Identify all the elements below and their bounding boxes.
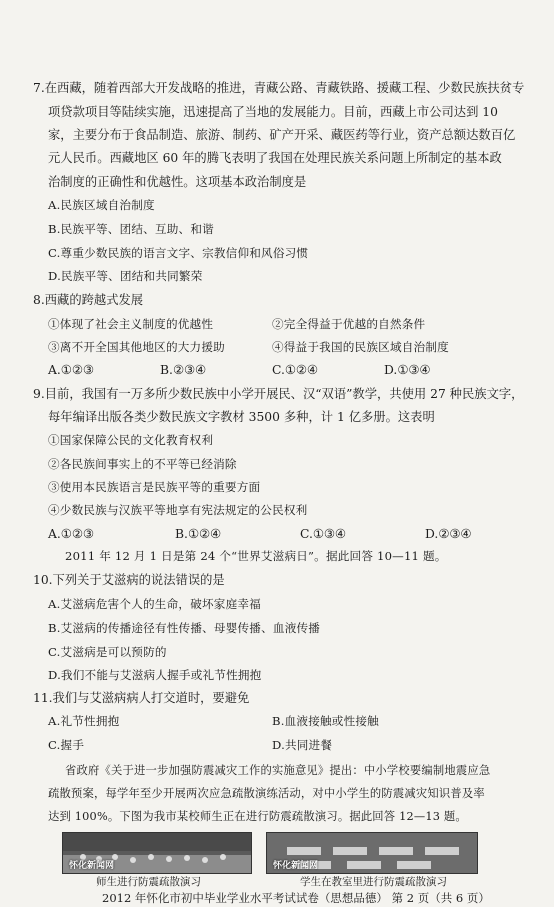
q11-option-a: A.礼节性拥抱 bbox=[48, 714, 120, 728]
q7-option-d: D.民族平等、团结和共同繁荣 bbox=[48, 269, 203, 283]
q11-option-c: C.握手 bbox=[48, 738, 85, 752]
q8-choice-b: B.②③④ bbox=[160, 363, 207, 377]
q10-option-c: C.艾滋病是可以预防的 bbox=[48, 645, 167, 659]
photo-left-caption: 师生进行防震疏散演习 bbox=[96, 876, 201, 888]
q9-choice-d: D.②③④ bbox=[425, 527, 472, 541]
q8-stem: 8.西藏的跨越式发展 bbox=[33, 293, 144, 307]
q8-choice-d: D.①③④ bbox=[384, 363, 431, 377]
q10-option-a: A.艾滋病危害个人的生命，破坏家庭幸福 bbox=[48, 597, 261, 611]
q9-choice-a: A.①②③ bbox=[48, 527, 94, 541]
q8-item-4: ④得益于我国的民族区域自治制度 bbox=[272, 340, 449, 354]
q9-stem-line-2: 每年编译出版各类少数民族文字教材 3500 多种，计 1 亿多册。这表明 bbox=[48, 410, 435, 424]
q8-item-3: ③离不开全国其他地区的大力援助 bbox=[48, 340, 225, 354]
q8-choice-c: C.①②④ bbox=[272, 363, 318, 377]
q11-stem: 11.我们与艾滋病病人打交道时，要避免 bbox=[33, 691, 250, 705]
page-footer: 2012 年怀化市初中毕业学业水平考试试卷（思想品德） 第 2 页（共 6 页） bbox=[102, 891, 490, 905]
q10-option-d: D.我们不能与艾滋病人握手或礼节性拥抱 bbox=[48, 668, 262, 682]
q7-option-b: B.民族平等、团结、互助、和谐 bbox=[48, 222, 214, 236]
photo-right-caption: 学生在教室里进行防震疏散演习 bbox=[300, 876, 447, 888]
q11-option-b: B.血液接触或性接触 bbox=[272, 714, 379, 728]
q9-choice-c: C.①③④ bbox=[300, 527, 346, 541]
intro-q12-13-line-3: 达到 100%。下图为我市某校师生正在进行防震疏散演习。据此回答 12—13 题。 bbox=[48, 810, 467, 823]
q9-item-1: ①国家保障公民的文化教育权利 bbox=[48, 433, 214, 447]
intro-q12-13-line-1: 省政府《关于进一步加强防震减灾工作的实施意见》提出：中小学校要编制地震应急 bbox=[65, 764, 491, 777]
q8-item-2: ②完全得益于优越的自然条件 bbox=[272, 317, 426, 331]
q9-item-4: ④少数民族与汉族平等地享有宪法规定的公民权利 bbox=[48, 503, 308, 517]
q10-option-b: B.艾滋病的传播途径有性传播、母婴传播、血液传播 bbox=[48, 621, 321, 635]
photo-outdoor-drill bbox=[62, 832, 252, 874]
q9-choice-b: B.①②④ bbox=[175, 527, 222, 541]
q9-item-3: ③使用本民族语言是民族平等的重要方面 bbox=[48, 480, 261, 494]
q7-stem-line-2: 项贷款项目等陆续实施，迅速提高了当地的发展能力。目前，西藏上市公司达到 10 bbox=[48, 105, 498, 119]
q10-stem: 10.下列关于艾滋病的说法错误的是 bbox=[33, 573, 225, 587]
q9-stem-line-1: 9.目前，我国有一万多所少数民族中小学开展民、汉“双语”教学，共使用 27 种民族文字， bbox=[33, 387, 524, 401]
q8-item-1: ①体现了社会主义制度的优越性 bbox=[48, 317, 214, 331]
q9-item-2: ②各民族间事实上的不平等已经消除 bbox=[48, 457, 237, 471]
intro-q10-11: 2011 年 12 月 1 日是第 24 个“世界艾滋病日”。据此回答 10—11 题。 bbox=[65, 549, 447, 563]
q8-choice-a: A.①②③ bbox=[48, 363, 94, 377]
q7-stem-line-1: 7.在西藏，随着西部大开发战略的推进，青藏公路、青藏铁路、援藏工程、少数民族扶贫专 bbox=[33, 81, 525, 95]
q7-stem-line-3: 家，主要分布于食品制造、旅游、制药、矿产开采、藏医药等行业，资产总额达数百亿 bbox=[48, 128, 516, 142]
q7-stem-line-4: 元人民币。西藏地区 60 年的腾飞表明了我国在处理民族关系问题上所制定的基本政 bbox=[48, 151, 502, 165]
q11-option-d: D.共同进餐 bbox=[272, 738, 333, 752]
photo-classroom-drill bbox=[266, 832, 478, 874]
photo-left-watermark: 怀化新闻网 bbox=[69, 861, 115, 871]
photo-right-watermark: 怀化新闻网 bbox=[273, 861, 319, 871]
q7-option-a: A.民族区域自治制度 bbox=[48, 198, 155, 212]
intro-q12-13-line-2: 疏散预案，每学年至少开展两次应急疏散演练活动，对中小学生的防震减灾知识普及率 bbox=[48, 787, 485, 800]
q7-option-c: C.尊重少数民族的语言文字、宗教信仰和风俗习惯 bbox=[48, 246, 309, 260]
q7-stem-line-5: 治制度的正确性和优越性。这项基本政治制度是 bbox=[48, 175, 307, 189]
